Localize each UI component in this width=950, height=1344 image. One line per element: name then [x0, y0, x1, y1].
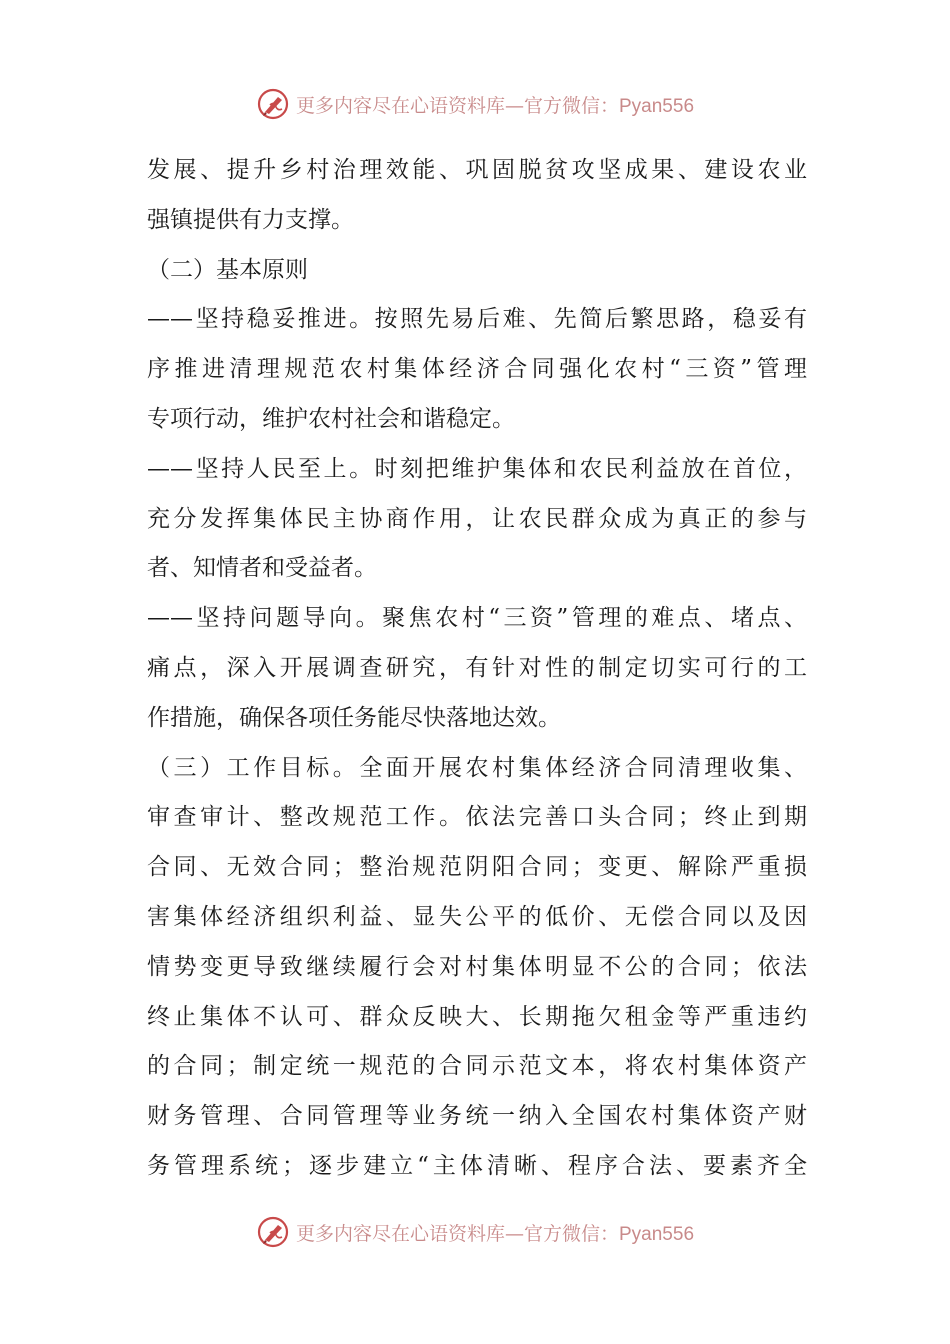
pen-logo-icon [256, 1215, 290, 1249]
header-watermark [0, 84, 950, 124]
text-line: 痛点，深入开展调查研究，有针对性的制定切实可行的工 [147, 654, 807, 681]
text-line: 终止集体不认可、群众反映大、长期拖欠租金等严重违约 [147, 1003, 807, 1030]
text-line: 害集体经济组织利益、显失公平的低价、无偿合同以及因 [147, 903, 807, 930]
watermark-id: Pyan556 [619, 1223, 695, 1245]
pen-logo-icon [256, 87, 290, 121]
text-line: 专项行动，维护农村社会和谐稳定。 [147, 405, 515, 432]
text-line: 的合同；制定统一规范的合同示范文本，将农村集体资产 [147, 1053, 807, 1080]
text-line: ——坚持问题导向。聚焦农村“三资”管理的难点、堵点、 [147, 605, 807, 632]
text-line: 情势变更导致继续履行会对村集体明显不公的合同；依法 [147, 953, 807, 980]
section-heading: （三）工作目标。全面开展农村集体经济合同清理收集、 [147, 754, 807, 781]
watermark-text: 更多内容尽在心语资料库—官方微信：Pyan556 [295, 1222, 695, 1245]
text-line: 充分发挥集体民主协商作用，让农民群众成为真正的参与 [147, 505, 807, 532]
text-line: 序推进清理规范农村集体经济合同强化农村“三资”管理 [147, 356, 807, 383]
text-line: ——坚持人民至上。时刻把维护集体和农民利益放在首位， [147, 455, 807, 482]
footer-watermark [0, 1212, 950, 1252]
text-line: 审查审计、整改规范工作。依法完善口头合同；终止到期 [147, 804, 807, 831]
text-line: 者、知情者和受益者。 [147, 555, 377, 582]
text-line: ——坚持稳妥推进。按照先易后难、先简后繁思路，稳妥有 [147, 306, 807, 333]
text-line: 务管理系统；逐步建立“主体清晰、程序合法、要素齐全 [147, 1152, 807, 1179]
text-line: 财务管理、合同管理等业务统一纳入全国农村集体资产财 [147, 1103, 807, 1130]
text-line: 强镇提供有力支撑。 [147, 206, 354, 233]
watermark-text: 更多内容尽在心语资料库—官方微信：Pyan556 [295, 94, 695, 117]
document-body [147, 146, 807, 1192]
section-heading: （二）基本原则 [147, 256, 308, 283]
text-line: 发展、提升乡村治理效能、巩固脱贫攻坚成果、建设农业 [147, 157, 807, 183]
text-line: 作措施，确保各项任务能尽快落地达效。 [147, 704, 561, 731]
watermark-id: Pyan556 [619, 95, 695, 117]
text-line: 合同、无效合同；整治规范阴阳合同；变更、解除严重损 [147, 854, 807, 881]
